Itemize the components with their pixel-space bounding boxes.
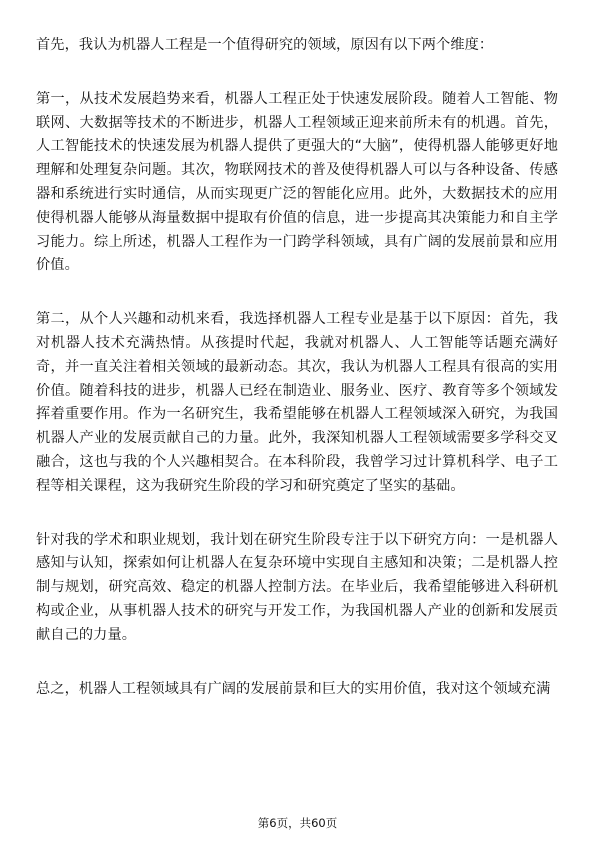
- paragraph-conclusion: 总之，机器人工程领域具有广阔的发展前景和巨大的实用价值，我对这个领域充满: [36, 680, 551, 697]
- paragraph-personal-interest: 第二，从个人兴趣和动机来看，我选择机器人工程专业是基于以下原因：首先，我对机器人技术充满热情。从孩提时代起，我就对机器人、人工智能等话题充满好奇，并一直关注着相关领域的最新动态。其次，我认为机器人工程具有很高的实用价值。随着科技的进步，机器人已经在制造业、服务业、医疗、教育等多个领域发挥着重要作用。作为一名研究生，我希望能够在机器人工程领域深入研究，为我国机器人产业的发展贡献自己的力量。此外，我深知机器人工程领域需要多学科交叉融合，这也与我的个人兴趣相契合。在本科阶段，我曾学习过计算机科学、电子工程等相关课程，这为我研究生阶段的学习和研究奠定了坚实的基础。: [36, 311, 558, 494]
- paragraph-research-plan: 针对我的学术和职业规划，我计划在研究生阶段专注于以下研究方向：一是机器人感知与认知，探索如何让机器人在复杂环境中实现自主感知和决策；二是机器人控制与规划，研究高效、稳定的机器人控制方法。在毕业后，我希望能够进入科研机构或企业，从事机器人技术的研究与开发工作，为我国机器人产业的创新和发展贡献自己的力量。: [36, 531, 558, 643]
- document-body: [36, 34, 558, 731]
- page-number-footer: 第6页，共60页: [257, 816, 338, 830]
- paragraph-intro: 首先，我认为机器人工程是一个值得研究的领域，原因有以下两个维度：: [36, 37, 494, 53]
- paragraph-technology-trend: 第一，从技术发展趋势来看，机器人工程正处于快速发展阶段。随着人工智能、物联网、大数据等技术的不断进步，机器人工程领域正迎来前所未有的机遇。首先，人工智能技术的快速发展为机器人提供了更强大的“大脑”，使得机器人能够更好地理解和处理复杂问题。其次，物联网技术的普及使得机器人可以与各种设备、传感器和系统进行实时通信，从而实现更广泛的智能化应用。此外，大数据技术的应用使得机器人能够从海量数据中提取有价值的信息，进一步提高其决策能力和自主学习能力。综上所述，机器人工程作为一门跨学科领域，具有广阔的发展前景和应用价值。: [36, 90, 558, 274]
